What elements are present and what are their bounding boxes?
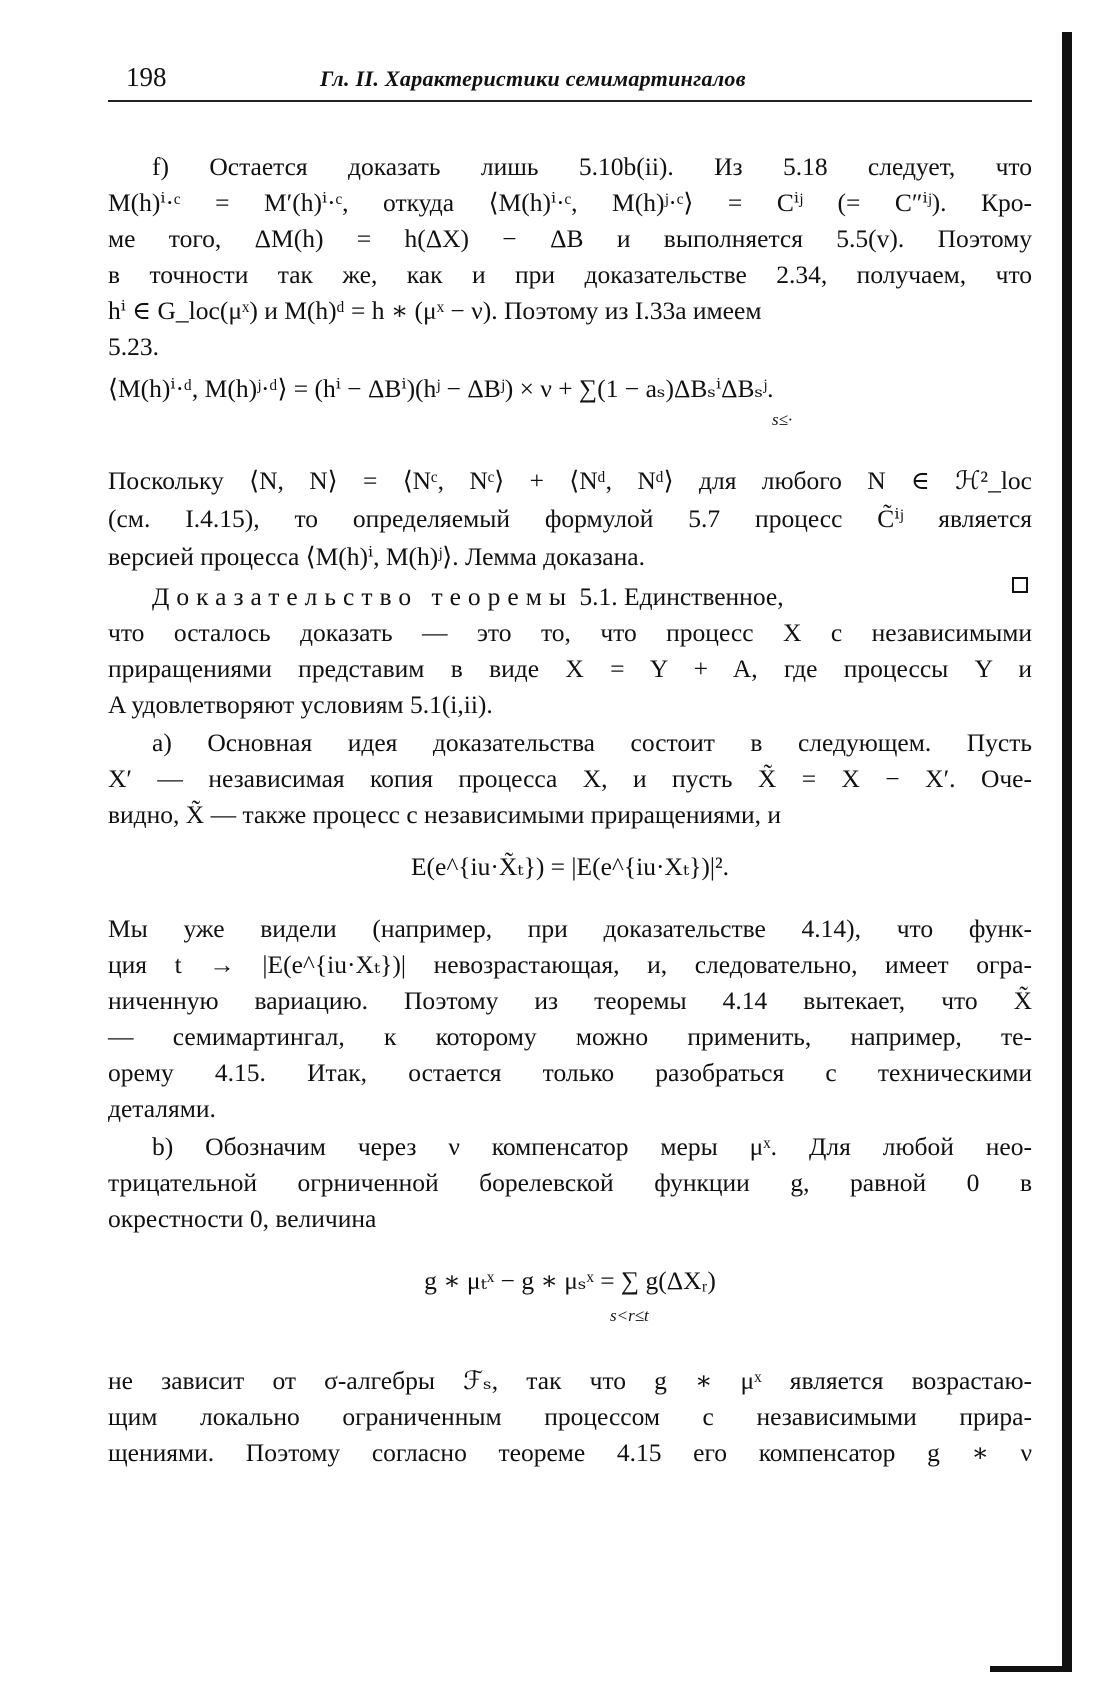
display-formula: E(e^{iu·X̃ₜ}) = |E(e^{iu·Xₜ})|². — [410, 852, 730, 881]
page-edge-corner — [990, 1666, 1072, 1672]
text-line: а) Основная идея доказательства состоит в следующем. Пусть — [152, 728, 1032, 757]
text-line: hⁱ ∈ G_loc(μˣ) и M(h)ᵈ = h ∗ (μˣ − ν). Поэтому из I.33а имеем — [108, 296, 762, 325]
proof-label: Доказательство теоремы — [152, 582, 574, 611]
proof-heading-rest: 5.1. Единственное, — [573, 582, 784, 611]
page-edge-shadow — [1062, 32, 1072, 1668]
text-line: — семимартингал, к которому можно применить, например, те- — [108, 1022, 1032, 1051]
page-number: 198 — [126, 62, 167, 92]
text-line: (см. I.4.15), то определяемый формулой 5.7 процесс C̃ⁱʲ является — [108, 504, 1032, 533]
text-line: b) Обозначим через ν компенсатор меры μˣ. Для любой нео- — [152, 1132, 1032, 1161]
text-line: Поскольку ⟨N, N⟩ = ⟨Nᶜ, Nᶜ⟩ + ⟨Nᵈ, Nᵈ⟩ для любого N ∈ ℋ²_loc — [108, 466, 1032, 495]
text-line: не зависит от σ-алгебры ℱₛ, так что g ∗ μˣ является возрастаю- — [108, 1366, 1032, 1395]
text-line: X′ — независимая копия процесса X, и пусть X̃ = X − X′. Оче- — [108, 764, 1032, 793]
text-line: что осталось доказать — это то, что процесс X с независимыми — [108, 618, 1032, 647]
text-line: деталями. — [108, 1094, 216, 1123]
text-line: в точности так же, как и при доказательстве 2.34, получаем, что — [108, 260, 1032, 289]
text-line: ниченную вариацию. Поэтому из теоремы 4.14 вытекает, что X̃ — [108, 986, 1032, 1015]
text-line: приращениями представим в виде X = Y + A, где процессы Y и — [108, 654, 1032, 683]
sum-subscript: s<r≤t — [610, 1306, 649, 1325]
theorem-proof-heading — [108, 580, 1032, 614]
formula-5-23: ⟨M(h)ⁱ·ᵈ, M(h)ʲ·ᵈ⟩ = (hⁱ − ΔBⁱ)(hʲ − ΔBʲ) × ν + ∑(1 − aₛ)ΔBₛⁱΔBₛʲ. — [108, 374, 774, 403]
text-line: окрестности 0, величина — [108, 1204, 377, 1233]
text-line: 5.23. — [108, 332, 159, 361]
text-line: ме того, ΔM(h) = h(ΔX) − ΔB и выполняется 5.5(v). Поэтому — [108, 224, 1032, 253]
sum-subscript: s≤· — [772, 410, 793, 429]
text-line: трицательной огрниченной борелевской функции g, равной 0 в — [108, 1168, 1032, 1197]
text-line: щениями. Поэтому согласно теореме 4.15 его компенсатор g ∗ ν — [108, 1438, 1032, 1467]
text-line: A удовлетворяют условиям 5.1(i,ii). — [108, 690, 493, 719]
text-line: орему 4.15. Итак, остается только разобраться с техническими — [108, 1058, 1032, 1087]
running-head: Гл. II. Характеристики семимартингалов — [320, 66, 746, 91]
text-line: версией процесса ⟨M(h)ⁱ, M(h)ʲ⟩. Лемма доказана. — [108, 542, 645, 571]
text-line: щим локально ограниченным процессом с независимыми прира- — [108, 1402, 1032, 1431]
page-header — [108, 60, 1032, 102]
text-line: Мы уже видели (например, при доказательстве 4.14), что функ- — [108, 914, 1032, 943]
text-line: ция t → |E(e^{iu·Xₜ})| невозрастающая, и, следовательно, имеет огра- — [108, 950, 1032, 979]
text-line: f) Остается доказать лишь 5.10b(ii). Из 5.18 следует, что — [152, 152, 1032, 181]
text-line: M(h)ⁱ·ᶜ = M′(h)ⁱ·ᶜ, откуда ⟨M(h)ⁱ·ᶜ, M(h)ʲ·ᶜ⟩ = Cⁱʲ (= C″ⁱʲ). Кро- — [108, 188, 1032, 217]
display-formula: g ∗ μₜˣ − g ∗ μₛˣ = ∑ g(ΔXᵣ) — [424, 1266, 716, 1295]
text-line: видно, X̃ — также процесс с независимыми приращениями, и — [108, 800, 782, 829]
